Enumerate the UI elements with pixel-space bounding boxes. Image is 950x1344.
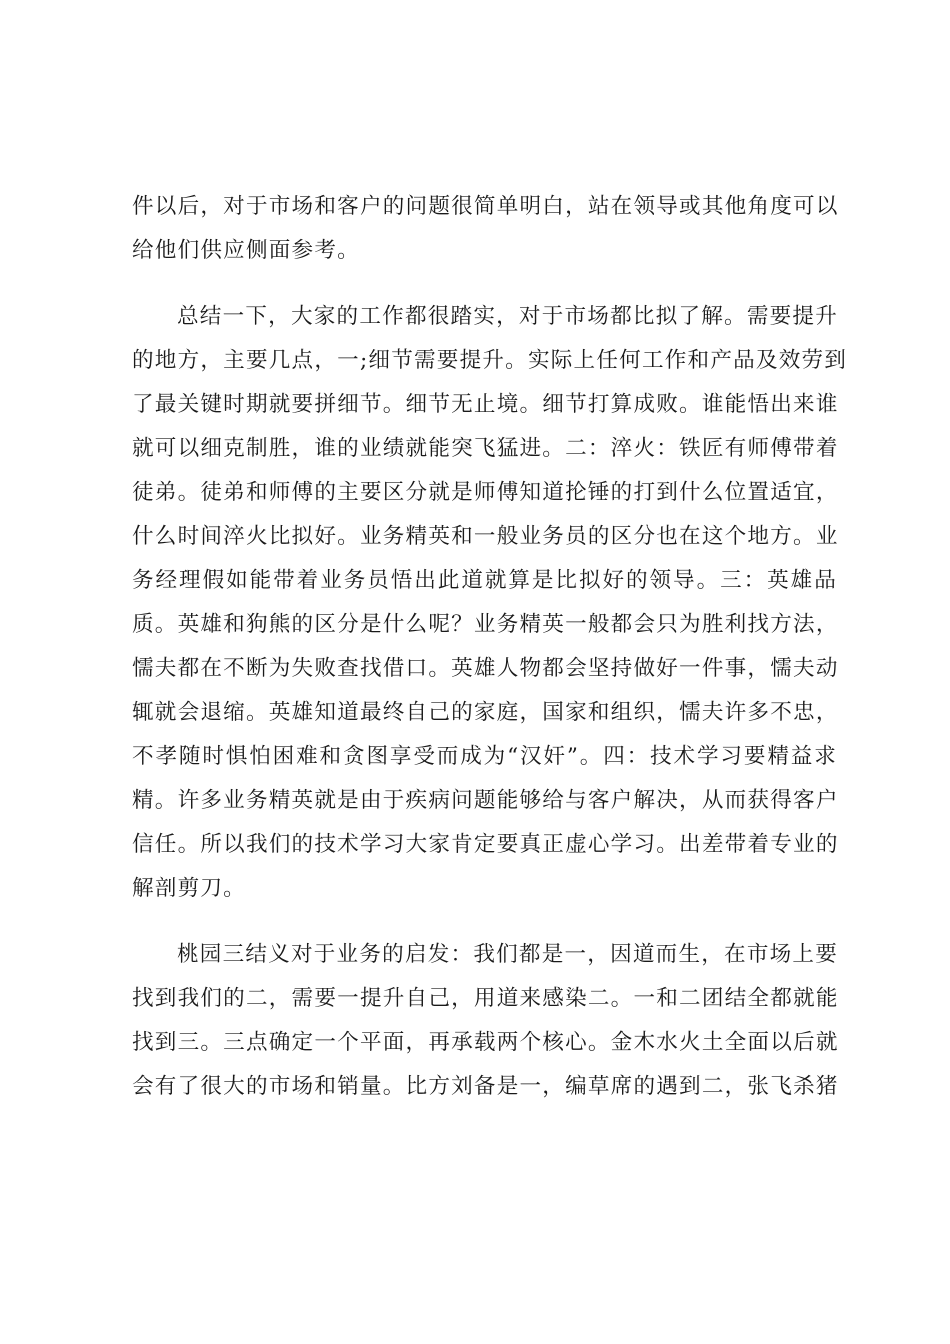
text-line: 务经理假如能带着业务员悟出此道就算是比拟好的领导。三：英雄品 <box>132 568 837 593</box>
paragraph-3 <box>132 933 837 1109</box>
text-line: 会有了很大的市场和销量。比方刘备是一，编草席的遇到二，张飞杀猪 <box>132 1074 839 1099</box>
text-line: 精。许多业务精英就是由于疾病问题能够给与客户解决，从而获得客户 <box>132 788 839 813</box>
text-line: 信任。所以我们的技术学习大家肯定要真正虚心学习。出差带着专业的 <box>132 832 839 857</box>
paragraph-2 <box>132 295 848 911</box>
text-line: 总结一下，大家的工作都很踏实，对于市场都比拟了解。需要提升 <box>177 304 839 329</box>
paragraph-spacing <box>132 273 837 295</box>
text-line: 了最关键时期就要拼细节。细节无止境。细节打算成败。谁能悟出来谁 <box>132 392 839 417</box>
text-line: 懦夫都在不断为失败查找借口。英雄人物都会坚持做好一件事，懦夫动 <box>132 656 839 681</box>
text-line: 件以后，对于市场和客户的问题很简单明白，站在领导或其他角度可以 <box>132 194 839 219</box>
text-line: 质。英雄和狗熊的区分是什么呢？业务精英一般都会只为胜利找方法， <box>132 612 839 637</box>
text-line: 什么时间淬火比拟好。业务精英和一般业务员的区分也在这个地方。业 <box>132 524 839 549</box>
text-line: 徒弟。徒弟和师傅的主要区分就是师傅知道抡锤的打到什么位置适宜， <box>132 480 839 505</box>
text-line: 找到三。三点确定一个平面，再承载两个核心。金木水火土全面以后就 <box>132 1030 839 1055</box>
text-line: 给他们供应侧面参考。 <box>132 238 360 263</box>
text-line: 不孝随时惧怕困难和贪图享受而成为“汉奸”。四：技术学习要精益求 <box>132 744 837 769</box>
text-line: 的地方，主要几点，一;细节需要提升。实际上任何工作和产品及效劳到 <box>132 348 848 373</box>
text-line: 就可以细克制胜，谁的业绩就能突飞猛进。二：淬火：铁匠有师傅带着 <box>132 436 839 461</box>
text-line: 桃园三结义对于业务的启发：我们都是一，因道而生，在市场上要 <box>177 942 839 967</box>
paragraph-1 <box>132 185 837 273</box>
paragraph-spacing <box>132 911 837 933</box>
text-line: 找到我们的二，需要一提升自己，用道来感染二。一和二团结全都就能 <box>132 986 839 1011</box>
text-line: 辄就会退缩。英雄知道最终自己的家庭，国家和组织，懦夫许多不忠， <box>132 700 839 725</box>
document-body <box>132 185 848 1109</box>
text-line: 解剖剪刀。 <box>132 876 246 901</box>
